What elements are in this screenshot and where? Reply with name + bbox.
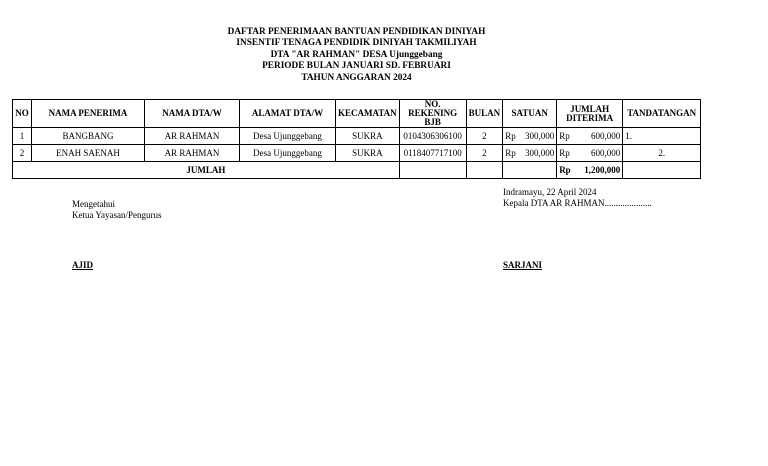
column-header-kecamatan: KECAMATAN xyxy=(336,100,400,128)
cell-tandatangan: 2. xyxy=(623,145,701,162)
title-line-4: PERIODE BULAN JANUARI SD. FEBRUARI xyxy=(262,61,451,72)
cell-nama: BANGBANG xyxy=(32,128,145,145)
total-empty-cell xyxy=(466,162,503,179)
left-signer-name: AJID xyxy=(72,260,94,270)
total-currency: Rp xyxy=(559,165,571,175)
total-empty-cell xyxy=(399,162,466,179)
cell-bulan: 2 xyxy=(466,145,503,162)
satuan-currency: Rp xyxy=(505,148,516,158)
column-header-rekening: NO. REKENING BJB xyxy=(399,100,466,128)
cell-alamat: Desa Ujunggebang xyxy=(240,128,336,145)
title-line-5: TAHUN ANGGARAN 2024 xyxy=(301,72,412,83)
title-line-3: DTA "AR RAHMAN" DESA Ujunggebang xyxy=(270,49,443,60)
cell-satuan xyxy=(503,128,557,145)
cell-alamat: Desa Ujunggebang xyxy=(240,145,336,162)
total-label: JUMLAH xyxy=(13,162,400,179)
cell-kecamatan: SUKRA xyxy=(336,128,400,145)
head-role: Kepala DTA AR RAHMAN..................... xyxy=(503,198,652,208)
recipient-table xyxy=(12,99,701,179)
cell-rekening: 0104306306100 xyxy=(399,128,466,145)
right-signature-block xyxy=(503,187,652,209)
cell-dta: AR RAHMAN xyxy=(145,128,240,145)
cell-nama: ENAH SAENAH xyxy=(32,145,145,162)
place-date: Indramayu, 22 April 2024 xyxy=(503,187,597,197)
cell-jumlah xyxy=(557,128,623,145)
table-header-row xyxy=(13,100,701,128)
cell-bulan: 2 xyxy=(466,128,503,145)
cell-dta: AR RAHMAN xyxy=(145,145,240,162)
jumlah-currency: Rp xyxy=(559,131,570,141)
column-header-alamat: ALAMAT DTA/W xyxy=(240,100,336,128)
cell-no: 1 xyxy=(13,128,32,145)
jumlah-currency: Rp xyxy=(559,148,570,158)
cell-no: 2 xyxy=(13,145,32,162)
total-value: 1,200,000 xyxy=(584,165,621,175)
satuan-value: 300,000 xyxy=(524,148,555,158)
table-total-row xyxy=(13,162,701,179)
total-empty-cell xyxy=(623,162,701,179)
title-line-1: DAFTAR PENERIMAAN BANTUAN PENDIDIKAN DINIYAH xyxy=(227,27,486,37)
chairman-role: Ketua Yayasan/Pengurus xyxy=(72,210,162,220)
left-signature-block xyxy=(72,199,162,221)
column-header-jumlah: JUMLAH DITERIMA xyxy=(557,100,623,128)
column-header-satuan: SATUAN xyxy=(503,100,557,128)
right-signer-name: SARJANI xyxy=(503,260,543,270)
column-header-nama-dta: NAMA DTA/W xyxy=(145,100,240,128)
acknowledged-label: Mengetahui xyxy=(72,199,115,209)
document-title xyxy=(0,27,713,84)
table-row xyxy=(13,128,701,145)
total-empty-cell xyxy=(503,162,557,179)
column-header-bulan: BULAN xyxy=(466,100,503,128)
cell-satuan xyxy=(503,145,557,162)
jumlah-value: 600,000 xyxy=(590,131,621,141)
total-amount xyxy=(557,162,623,179)
cell-tandatangan: 1. xyxy=(623,128,701,145)
table-row xyxy=(13,145,701,162)
column-header-nama-penerima: NAMA PENERIMA xyxy=(32,100,145,128)
satuan-value: 300,000 xyxy=(524,131,555,141)
title-line-2: INSENTIF TENAGA PENDIDIK DINIYAH TAKMILIYAH xyxy=(236,38,477,49)
jumlah-value: 600,000 xyxy=(590,148,621,158)
cell-rekening: 0118407717100 xyxy=(399,145,466,162)
column-header-no: NO xyxy=(13,100,32,128)
column-header-tandatangan: TANDATANGAN xyxy=(623,100,701,128)
cell-kecamatan: SUKRA xyxy=(336,145,400,162)
cell-jumlah xyxy=(557,145,623,162)
satuan-currency: Rp xyxy=(505,131,516,141)
